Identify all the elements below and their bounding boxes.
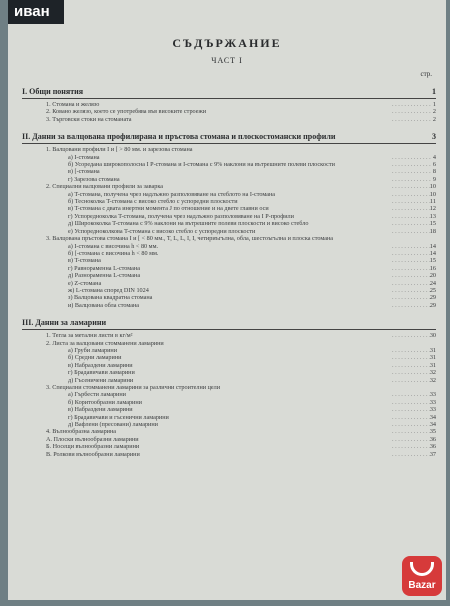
- section-page: [416, 317, 436, 328]
- entry-title: в) T-стомана с двата инертни момента J по отношение и на двете главни оси: [68, 205, 269, 213]
- entry-title: 2. Специални валцовани профили за заварка: [46, 183, 163, 191]
- toc-entry: [22, 235, 436, 242]
- entry-title: 1. Стомана и желязо: [46, 101, 100, 108]
- toc-entry: [22, 362, 436, 369]
- entry-page: 13: [429, 212, 436, 220]
- entry-title: и) Валцована обла стомана: [68, 301, 140, 309]
- dot-leader: . . . . . . . . . . . . .: [392, 376, 431, 384]
- dot-leader: . . . . . . . . . . . . .: [392, 332, 431, 340]
- entry-title: б) Коритообразни ламарини: [68, 398, 142, 406]
- dot-leader: . . . . . . . . . . . . .: [392, 205, 431, 213]
- entry-page: 33: [429, 406, 436, 414]
- entry-title: А. Плоски вълнообразни ламарини: [46, 435, 139, 443]
- entry-page: 33: [429, 391, 436, 399]
- page-title: СЪДЪРЖАНИЕ: [172, 36, 282, 50]
- entry-title: а) T-стомана, получена чрез надлъжно разполовяване на стеблото на I-стомана: [68, 190, 276, 198]
- toc-entry: [22, 391, 436, 398]
- toc-entry: [22, 414, 436, 421]
- page-column-header: стр.: [420, 70, 432, 78]
- entry-title: б) Средни ламарини: [68, 354, 122, 362]
- toc-entry: [22, 108, 436, 115]
- dot-leader: . . . . . . . . . . . . .: [392, 198, 431, 206]
- dot-leader: . . . . . . . . . . . . .: [392, 428, 431, 436]
- dot-leader: . . . . . . . . . . . . .: [392, 279, 431, 287]
- entry-page: 15: [429, 220, 436, 228]
- entry-title: з) Валцована квадратна стомана: [68, 294, 153, 302]
- toc-entry: [22, 399, 436, 406]
- toc-entry: [22, 161, 436, 168]
- dot-leader: . . . . . . . . . . . . .: [392, 406, 431, 414]
- dot-leader: . . . . . . . . . . . . .: [392, 286, 431, 294]
- entry-page: 8: [432, 168, 436, 176]
- dot-leader: . . . . . . . . . . . . .: [392, 161, 431, 169]
- section-gap: [22, 458, 436, 462]
- dot-leader: . . . . . . . . . . . . .: [392, 369, 431, 377]
- toc-entry: [22, 421, 436, 428]
- dot-leader: . . . . . . . . . . . . .: [392, 346, 431, 354]
- entry-page: 33: [429, 398, 436, 406]
- section-divider: [22, 98, 436, 99]
- entry-title: в) Набраздени ламарини: [68, 361, 133, 369]
- dot-leader: . . . . . . . . . . . . .: [392, 361, 431, 369]
- entry-page: 31: [429, 346, 436, 354]
- entry-page: 35: [429, 428, 436, 436]
- entry-page: 34: [429, 421, 436, 429]
- entry-page: 18: [429, 227, 436, 235]
- entry-page: 16: [429, 264, 436, 272]
- toc-section-heading: [22, 86, 436, 97]
- entry-page: 10: [429, 183, 436, 191]
- entry-title: а) Груби ламарини: [68, 346, 118, 354]
- table-of-contents: [22, 82, 436, 462]
- toc-entry: [22, 294, 436, 301]
- entry-title: г) Равнораменна L-стомана: [68, 264, 140, 272]
- toc-entry: [22, 377, 436, 384]
- entry-page: 11: [430, 198, 436, 206]
- entry-title: 3. Специални стомманени ламарини за различни строителни цели: [46, 384, 221, 391]
- entry-title: Б. Носещи вълнообразни ламарини: [46, 443, 140, 451]
- dot-leader: . . . . . . . . . . . . .: [392, 227, 431, 235]
- toc-entry: [22, 228, 436, 235]
- dot-leader: . . . . . . . . . . . . .: [392, 220, 431, 228]
- entry-page: 14: [429, 249, 436, 257]
- entry-title: г) Успоредноколка T-стомана, получена чрез надлъжно разполовяване на I P-профили: [68, 212, 294, 220]
- toc-entry: [22, 250, 436, 257]
- toc-entry: [22, 213, 436, 220]
- document-page: [8, 0, 446, 600]
- entry-title: 2. Листа за валцовани стомманени ламарини: [46, 339, 164, 347]
- entry-title: 4. Вълнообразна ламарина: [46, 428, 117, 436]
- toc-entry: [22, 272, 436, 279]
- toc-entry: [22, 116, 436, 123]
- dot-leader: . . . . . . . . . . . . .: [392, 249, 431, 257]
- toc-entry: [22, 191, 436, 198]
- toc-entry: [22, 406, 436, 413]
- toc-entry: [22, 101, 436, 108]
- entry-title: 1. Валцовани профили I и [ > 80 мм. и зарезова стомана: [46, 146, 193, 154]
- section-page: 3: [432, 132, 436, 142]
- section-title: III. Данни за ламарини: [22, 318, 107, 328]
- toc-entry: [22, 302, 436, 309]
- entry-title: 2. Ковано желязо, което се употребява във високите строежи: [46, 108, 207, 116]
- entry-title: б) Тесноколка T-стомана с високо стебло с успоредни плоскости: [68, 198, 238, 206]
- entry-title: д) Гъсеничени ламарини: [68, 376, 134, 384]
- toc-entry: [22, 205, 436, 212]
- site-logo: иван: [8, 0, 64, 24]
- entry-page: 20: [429, 272, 436, 280]
- dot-leader: . . . . . . . . . . . . .: [392, 242, 431, 250]
- dot-leader: . . . . . . . . . . . . .: [392, 443, 431, 451]
- toc-entry: [22, 154, 436, 161]
- dot-leader: . . . . . . . . . . . . .: [392, 272, 431, 280]
- dot-leader: . . . . . . . . . . . . .: [392, 168, 431, 176]
- entry-page: 32: [429, 376, 436, 384]
- toc-entry: [22, 146, 436, 153]
- entry-title: д) Разнораменна L-стомана: [68, 272, 141, 280]
- toc-entry: [22, 428, 436, 435]
- entry-page: 32: [429, 369, 436, 377]
- toc-section-heading: [22, 317, 436, 328]
- toc-entry: [22, 243, 436, 250]
- entry-title: 1. Тегла за метални листи в кг/м²: [46, 332, 133, 340]
- dot-leader: . . . . . . . . . . . . .: [392, 354, 431, 362]
- entry-title: д) Вафлени (пресовани) ламарини: [68, 421, 158, 429]
- toc-entry: [22, 451, 436, 458]
- entry-title: а) I-стомана с височина h < 80 мм.: [68, 242, 159, 250]
- toc-entry: [22, 176, 436, 183]
- dot-leader: . . . . . . . . . . . . .: [392, 413, 431, 421]
- entry-title: г) Брадавичави и гъсенични ламарини: [68, 413, 169, 421]
- part-heading: ЧАСТ I: [211, 56, 243, 65]
- entry-page: 10: [429, 190, 436, 198]
- entry-page: 6: [432, 161, 436, 169]
- toc-entry: [22, 354, 436, 361]
- toc-entry: [22, 340, 436, 347]
- toc-entry: [22, 384, 436, 391]
- toc-entry: [22, 220, 436, 227]
- entry-page: 2: [432, 115, 436, 123]
- dot-leader: . . . . . . . . . . . . .: [392, 257, 431, 265]
- dot-leader: . . . . . . . . . . . . .: [392, 101, 431, 108]
- entry-page: 12: [429, 205, 436, 213]
- entry-page: 34: [429, 413, 436, 421]
- entry-title: 3. Търговски стоки на стоманата: [46, 115, 132, 123]
- section-title: II. Данни за валцована профилирана и пръстова стомана и плоскостомански профили: [22, 132, 336, 142]
- entry-title: г) Брадавичави ламарини: [68, 369, 135, 377]
- toc-entry: [22, 168, 436, 175]
- toc-entry: [22, 265, 436, 272]
- section-divider: [22, 143, 436, 144]
- entry-title: г) Зарезова стомана: [68, 175, 120, 183]
- dot-leader: . . . . . . . . . . . . .: [392, 153, 431, 161]
- entry-page: 14: [429, 242, 436, 250]
- entry-title: д) Ширококолка T-стомана с 9% наклони на вътрешните полеви плоскости и високо стебло: [68, 220, 309, 228]
- dot-leader: . . . . . . . . . . . . .: [392, 398, 431, 406]
- bazar-logo-text: Bazar: [408, 580, 436, 591]
- dot-leader: . . . . . . . . . . . . .: [392, 391, 431, 399]
- toc-entry: [22, 443, 436, 450]
- entry-page: 24: [429, 279, 436, 287]
- entry-page: 29: [429, 294, 436, 302]
- dot-leader: . . . . . . . . . . . . .: [392, 108, 431, 116]
- entry-page: 37: [429, 450, 436, 458]
- entry-title: б) [-стомана с височина h < 80 мм.: [68, 249, 159, 257]
- entry-title: б) Усоредана широкополосна I P-стомана и I-стомана с 9% наклони на вътрешните полеви плоскости: [68, 161, 335, 169]
- entry-page: 36: [429, 435, 436, 443]
- entry-title: е) Успоредноколкова T-стомана с високо стебло с успоредни плоскости: [68, 227, 256, 235]
- dot-leader: . . . . . . . . . . . . .: [392, 264, 431, 272]
- entry-title: в) [-стомана: [68, 168, 100, 176]
- toc-entry: [22, 347, 436, 354]
- entry-title: В. Ролкови вълнообразни ламарини: [46, 450, 140, 458]
- entry-page: 2: [432, 108, 436, 116]
- entry-page: 4: [432, 153, 436, 161]
- dot-leader: . . . . . . . . . . . . .: [392, 301, 431, 309]
- toc-entry: [22, 183, 436, 190]
- entry-page: 1: [432, 101, 436, 108]
- dot-leader: . . . . . . . . . . . . .: [392, 115, 431, 123]
- toc-section-heading: [22, 131, 436, 142]
- entry-page: 9: [432, 175, 436, 183]
- dot-leader: . . . . . . . . . . . . .: [392, 450, 431, 458]
- entry-page: 31: [429, 354, 436, 362]
- section-gap: [22, 123, 436, 127]
- toc-entry: [22, 280, 436, 287]
- entry-page: 36: [429, 443, 436, 451]
- dot-leader: . . . . . . . . . . . . .: [392, 212, 431, 220]
- entry-page: 15: [429, 257, 436, 265]
- dot-leader: . . . . . . . . . . . . .: [392, 175, 431, 183]
- entry-page: 30: [429, 332, 436, 340]
- entry-page: 29: [429, 301, 436, 309]
- dot-leader: . . . . . . . . . . . . .: [392, 294, 431, 302]
- entry-title: ж) L-стомана според DIN 1024: [68, 286, 149, 294]
- entry-title: а) I-стомана: [68, 153, 100, 161]
- entry-title: в) Набраздени ламарини: [68, 406, 133, 414]
- toc-entry: [22, 257, 436, 264]
- dot-leader: . . . . . . . . . . . . .: [392, 183, 431, 191]
- entry-title: а) Гърбести ламарини: [68, 391, 126, 399]
- toc-entry: [22, 436, 436, 443]
- section-page: 1: [432, 87, 436, 96]
- toc-entry: [22, 287, 436, 294]
- toc-entry: [22, 369, 436, 376]
- dot-leader: . . . . . . . . . . . . .: [392, 190, 431, 198]
- section-title: I. Общи понятия: [22, 87, 84, 96]
- dot-leader: . . . . . . . . . . . . .: [392, 421, 431, 429]
- bazar-logo: [402, 556, 442, 596]
- entry-page: 25: [429, 286, 436, 294]
- toc-entry: [22, 332, 436, 339]
- section-divider: [22, 329, 436, 330]
- entry-title: 3. Валцована пръстова стомана I и [ < 80 мм., T, L, L, I, I, четириъгълна, обла, шестоъгълна и плоска стомана: [46, 235, 334, 243]
- entry-title: в) T-стомана: [68, 257, 101, 265]
- entry-page: 31: [429, 361, 436, 369]
- section-gap: [22, 309, 436, 313]
- dot-leader: . . . . . . . . . . . . .: [392, 435, 431, 443]
- entry-title: е) Z-стомана: [68, 279, 102, 287]
- toc-entry: [22, 198, 436, 205]
